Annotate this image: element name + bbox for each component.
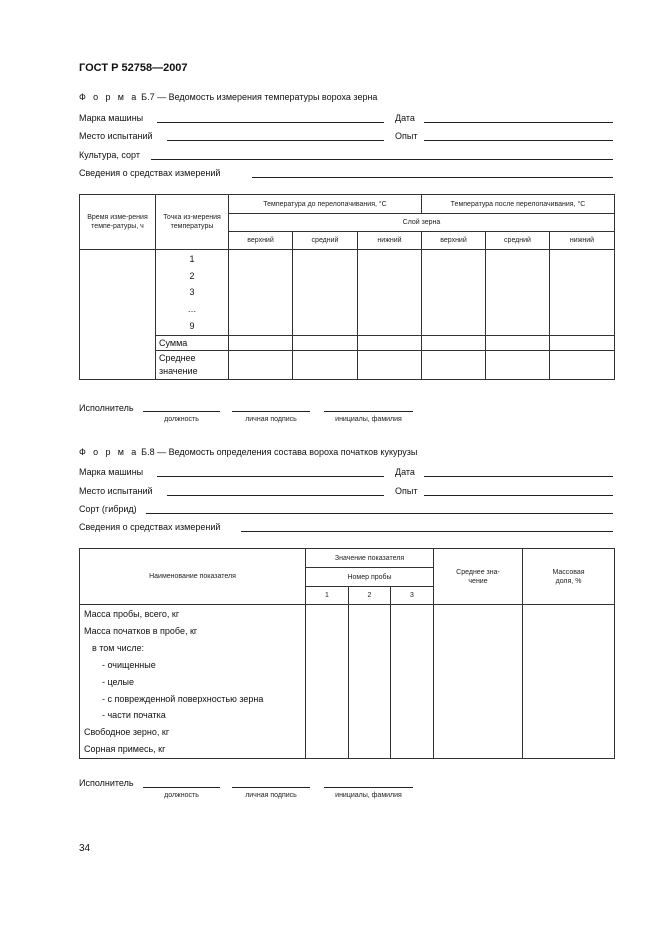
b7-position-field[interactable] xyxy=(143,411,220,412)
b8-indicator-row: - части початка xyxy=(102,710,166,721)
form-b7-table xyxy=(79,194,615,380)
b8-indicator-row: в том числе: xyxy=(92,642,144,653)
b8-indicator-row: - очищенные xyxy=(102,659,156,670)
b7-header-layer: Слой зерна xyxy=(229,214,615,232)
page-number: 34 xyxy=(79,843,91,854)
b7-header-time: Время изме-рения темпе-ратуры, ч xyxy=(80,195,156,250)
form-b8-date-field[interactable] xyxy=(424,476,613,477)
form-b7-culture-field[interactable] xyxy=(151,159,613,160)
form-b8-title-text: — Ведомость определения состава вороха початков кукурузы xyxy=(157,447,418,457)
form-b7-place-label: Место испытаний xyxy=(79,131,153,141)
form-b8-place-label: Место испытаний xyxy=(79,486,153,496)
b8-indicators-cell xyxy=(80,605,306,759)
form-b7-title-text: — Ведомость измерения температуры вороха зерна xyxy=(157,92,378,102)
b8-indicator-row: Свободное зерно, кг xyxy=(84,727,170,738)
b8-sample-number: 1 xyxy=(306,587,349,605)
b7-data-cell[interactable] xyxy=(358,350,422,379)
b7-layer-header: средний xyxy=(486,232,550,250)
b7-data-cell[interactable] xyxy=(486,335,550,350)
form-b7-trial-label: Опыт xyxy=(395,131,418,141)
b7-layer-header: нижний xyxy=(358,232,422,250)
b8-header-value: Значение показателя xyxy=(306,549,434,568)
form-b7-date-field[interactable] xyxy=(424,122,613,123)
b7-data-cell[interactable] xyxy=(486,350,550,379)
form-b8-number: Б.8 xyxy=(141,447,155,457)
form-b8-instruments-field[interactable] xyxy=(241,531,613,532)
b8-indicator-row: - с поврежденной поверхностью зерна xyxy=(102,693,264,704)
b7-layer-header: нижний xyxy=(550,232,615,250)
b7-data-cell[interactable] xyxy=(358,250,422,336)
b8-name-field[interactable] xyxy=(324,787,413,788)
b8-data-cell[interactable] xyxy=(523,605,615,759)
b8-sample-number: 2 xyxy=(349,587,391,605)
b7-mean-label: Среднее значение xyxy=(156,350,229,379)
b7-data-cell[interactable] xyxy=(486,250,550,336)
form-b8-instruments-label: Сведения о средствах измерений xyxy=(79,522,221,532)
form-b7-culture-label: Культура, сорт xyxy=(79,150,140,160)
b7-sum-label: Сумма xyxy=(156,335,229,350)
b8-indicator-row: Масса початков в пробе, кг xyxy=(84,625,198,636)
b8-header-mean: Среднее зна-чение xyxy=(434,549,523,605)
b7-data-cell[interactable] xyxy=(422,350,486,379)
form-b7-place-field[interactable] xyxy=(167,140,384,141)
b8-sample-number: 3 xyxy=(391,587,434,605)
b7-data-cell[interactable] xyxy=(293,250,358,336)
b7-sign-caption: личная подпись xyxy=(245,416,297,423)
b8-position-field[interactable] xyxy=(143,787,220,788)
b7-name-field[interactable] xyxy=(324,411,413,412)
b7-data-cell[interactable] xyxy=(229,335,293,350)
b7-position-caption: должность xyxy=(164,416,199,423)
form-b8-variety-field[interactable] xyxy=(146,513,613,514)
document-header: ГОСТ Р 52758—2007 xyxy=(79,62,188,74)
form-b8-machine-label: Марка машины xyxy=(79,467,144,477)
b8-header-name: Наименование показателя xyxy=(80,549,306,605)
b7-layer-header: средний xyxy=(293,232,358,250)
b8-indicator-row: Сорная примесь, кг xyxy=(84,744,166,755)
b8-header-sample: Номер пробы xyxy=(306,568,434,587)
b8-position-caption: должность xyxy=(164,792,199,799)
b8-indicator-row: Масса пробы, всего, кг xyxy=(84,609,180,619)
b7-points-cell xyxy=(156,250,229,336)
b7-sign-field[interactable] xyxy=(232,411,310,412)
b8-data-cell[interactable] xyxy=(434,605,523,759)
b7-time-cell[interactable] xyxy=(80,250,156,380)
form-b7-date-label: Дата xyxy=(395,113,415,123)
b7-header-before: Температура до перелопачивания, °С xyxy=(229,195,422,214)
b8-sign-caption: личная подпись xyxy=(245,792,297,799)
form-b8-variety-label: Сорт (гибрид) xyxy=(79,504,137,514)
form-b7-instruments-field[interactable] xyxy=(252,177,613,178)
b7-data-cell[interactable] xyxy=(358,335,422,350)
b8-indicator-row: - целые xyxy=(102,676,134,687)
form-b8-trial-field[interactable] xyxy=(424,495,613,496)
b7-header-after: Температура после перелопачивания, °С xyxy=(422,195,615,214)
form-b7-trial-field[interactable] xyxy=(424,140,613,141)
b7-data-cell[interactable] xyxy=(229,350,293,379)
b8-executor-label: Исполнитель xyxy=(79,778,134,788)
b7-point: 1 xyxy=(189,254,195,264)
b7-layer-header: верхний xyxy=(229,232,293,250)
form-b8-date-label: Дата xyxy=(395,467,415,477)
form-b7-machine-label: Марка машины xyxy=(79,113,144,123)
b7-data-cell[interactable] xyxy=(550,350,615,379)
form-b7-title xyxy=(79,92,377,102)
b8-sign-field[interactable] xyxy=(232,787,310,788)
form-b8-trial-label: Опыт xyxy=(395,486,418,496)
b8-header-mass: Массовая доля, % xyxy=(523,549,615,605)
b7-data-cell[interactable] xyxy=(293,335,358,350)
b8-data-cell[interactable] xyxy=(391,605,434,759)
form-b7-machine-field[interactable] xyxy=(157,122,384,123)
b7-point: … xyxy=(187,304,197,315)
form-b8-table xyxy=(79,548,615,759)
b7-data-cell[interactable] xyxy=(550,335,615,350)
b8-name-caption: инициалы, фамилия xyxy=(335,792,402,799)
form-b7-prefix: Ф о р м а xyxy=(79,92,139,102)
b7-data-cell[interactable] xyxy=(550,250,615,336)
b7-point: 2 xyxy=(189,270,195,281)
form-b7-instruments-label: Сведения о средствах измерений xyxy=(79,168,221,178)
form-b7-number: Б.7 xyxy=(141,92,155,102)
b7-data-cell[interactable] xyxy=(293,350,358,379)
b7-data-cell[interactable] xyxy=(422,335,486,350)
b7-point: 3 xyxy=(189,287,195,298)
b8-data-cell[interactable] xyxy=(306,605,349,759)
b7-layer-header: верхний xyxy=(422,232,486,250)
form-b8-title xyxy=(79,447,417,457)
form-b8-machine-field[interactable] xyxy=(157,476,384,477)
b7-data-cell[interactable] xyxy=(229,250,293,336)
b7-executor-label: Исполнитель xyxy=(79,403,134,413)
form-b8-place-field[interactable] xyxy=(167,495,384,496)
form-b8-prefix: Ф о р м а xyxy=(79,447,139,457)
b7-point: 9 xyxy=(189,320,195,331)
b7-header-point: Точка из-мерения температуры xyxy=(156,195,229,250)
b8-data-cell[interactable] xyxy=(349,605,391,759)
b7-data-cell[interactable] xyxy=(422,250,486,336)
b7-name-caption: инициалы, фамилия xyxy=(335,416,402,423)
